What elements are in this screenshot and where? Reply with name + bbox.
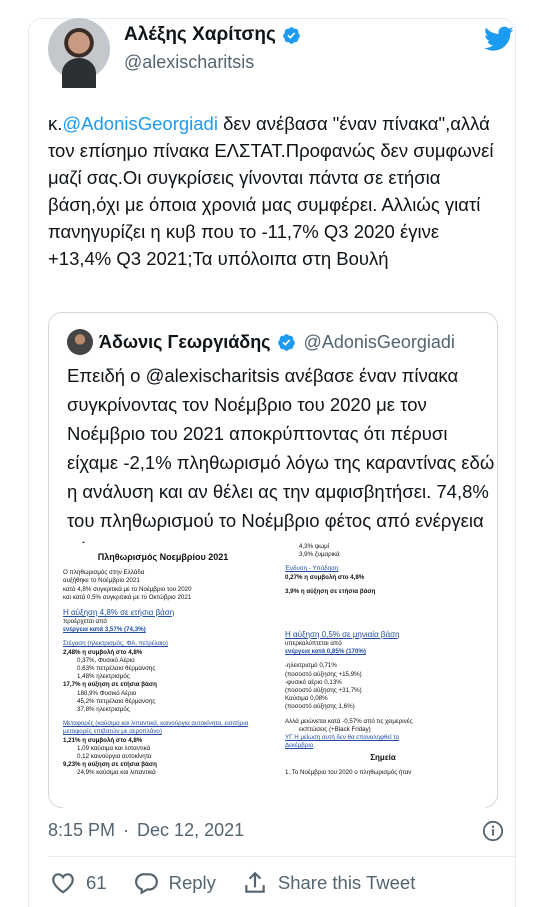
- document-right-column: [285, 543, 481, 777]
- document-title: Πληθωρισμός Νοεμβρίου 2021: [97, 552, 229, 562]
- verified-badge-icon: [277, 333, 296, 352]
- document-right-item-2: -φυσικό αέριο 0,13%: [285, 678, 342, 686]
- quoted-header: [67, 329, 455, 355]
- tweet-date[interactable]: Dec 12, 2021: [137, 820, 245, 840]
- like-button[interactable]: [50, 870, 107, 896]
- document-clothing-title: Ένδυση - Υπόδηση: [285, 565, 339, 573]
- document-transport-item-1: 0,12 καινούργια αυτοκίνητα: [77, 753, 152, 761]
- meta-separator: ·: [123, 820, 130, 840]
- document-clothing-line: 0,27% η συμβολή στο 4,8%: [285, 573, 365, 581]
- document-left-column: [63, 543, 263, 778]
- actions-divider: [48, 856, 516, 857]
- tweet-meta: [48, 820, 244, 841]
- info-icon[interactable]: [482, 820, 504, 842]
- author-name-row[interactable]: [124, 24, 301, 46]
- document-notes-title: Σημεία: [370, 753, 396, 763]
- heart-icon: [50, 870, 76, 896]
- document-energy-annual-item-0: 180,9% Φυσικό Αέριο: [77, 689, 137, 697]
- document-right-item-0: -ηλεκτρισμό 0,71%: [285, 662, 337, 670]
- author-avatar[interactable]: [48, 18, 110, 80]
- document-intro-3: και κατά 0,5% συγκριτικά με το Οκτώβριο 2021: [63, 593, 192, 601]
- document-right-note-2: ΥΓ Η μείωση αυτή δεν θα επαναληφθεί το: [285, 734, 400, 742]
- document-transport-item-0: 1,09 καύσιμα και λιπαντικά: [77, 744, 151, 752]
- document-right-top-0: 4,3% ψωμί: [299, 543, 330, 550]
- tweet-header: [48, 18, 520, 88]
- tweet-text-prefix: κ.: [48, 113, 63, 134]
- share-button[interactable]: [242, 870, 415, 896]
- document-energy-line: 2,48% η συμβολή στο 4,8%: [63, 648, 143, 656]
- verified-badge-icon: [282, 26, 301, 45]
- document-right-top-1: 3,9% ζυμαρικά: [299, 551, 340, 559]
- document-energy-item-0: 0,37%, Φυσικό Αέριο: [77, 656, 135, 664]
- document-transport-annual-item-0: 24,9% καύσιμα και λιπαντικά: [77, 769, 156, 777]
- document-intro-2: κατά 4,8% συγκριτικά με το Νοέμβριο του 2020: [63, 585, 192, 593]
- document-energy-annual: 17,7% η αύξηση σε ετήσια βάση: [63, 681, 157, 689]
- document-energy-title: Στέγαση (ηλεκτρισμός, ΦΑ, πετρέλαιο): [63, 640, 168, 648]
- document-right-sub: υπερκαλύπτεται από: [285, 640, 342, 648]
- document-clothing-annual: 3,9% η αύξηση σε ετήσια βάση: [285, 587, 376, 595]
- twitter-bird-icon[interactable]: [484, 26, 514, 52]
- quoted-tweet[interactable]: [48, 312, 498, 808]
- share-icon: [242, 870, 268, 896]
- quoted-text: Επειδή ο @alexischaritsis ανέβασε έναν πίνακα συγκρίνοντας τον Νοέμβριο του 2020 με τον Νοέμβριο του 2021 αποκρύπτοντας ότι πέρυσι είχαμε -2,1% πληθωρισμό λόγω της καραντίνας εδώ η ανάλυση και αν θέλει ας την αμφισβητήσει. 74,8% του πληθωρισμού το Νοέμβριο φέτος από ενέργεια: [67, 365, 495, 531]
- tweet-actions: [50, 870, 441, 896]
- share-label: Share this Tweet: [277, 872, 416, 893]
- document-intro-0: Ο πληθωρισμός στην Ελλάδα: [63, 569, 145, 577]
- document-left-energy: ενέργεια κατά 3,57% (74,3%): [63, 626, 146, 634]
- mention-link[interactable]: @AdonisGeorgiadi: [62, 113, 218, 134]
- author-name[interactable]: Αλέξης Χαρίτσης: [124, 24, 276, 45]
- document-right-item-4: Καύσιμα 0,08%: [285, 695, 328, 703]
- quoted-author-name: Άδωνις Γεωργιάδης: [99, 331, 271, 352]
- document-transport-title: Μεταφορές (καύσιμα και λιπαντικά, καινούργια αυτοκίνητα, εισιτήρια μεταφορές επιβατών με αεροπλάνο): [63, 720, 249, 736]
- document-intro-1: αυξήθηκε το Νοέμβριο 2021: [63, 577, 140, 585]
- reply-label: Reply: [168, 872, 216, 893]
- document-right-note-1: εκπτώσεις (+Black Friday): [299, 725, 371, 733]
- document-left-heading: Η αύξηση 4,8% σε ετήσια βάση: [63, 608, 175, 618]
- like-count: 61: [86, 872, 107, 893]
- reply-button[interactable]: [133, 870, 216, 896]
- quoted-author-handle: @AdonisGeorgiadi: [303, 331, 455, 352]
- document-energy-annual-item-1: 45,2% πετρέλαιο θέρμανσης: [77, 697, 156, 705]
- document-right-energy: ενέργεια κατά 0,85% (170%): [285, 648, 366, 656]
- document-right-note-0: Αλλά μειώνεται κατά -0,57% από τις χειμερινές: [285, 717, 413, 725]
- document-right-heading: Η αύξηση 0,5% σε μηνιαία βάση: [285, 630, 400, 640]
- document-transport-annual: 9,23% η αύξηση σε ετήσια βάση: [63, 761, 157, 769]
- document-right-item-1: (ποσοστό αύξησης +15,9%): [285, 670, 362, 678]
- document-transport-line: 1,21% η συμβολή στο 4,8%: [63, 736, 143, 744]
- tweet-text-body: δεν ανέβασα "έναν πίνακα",αλλά τον επίσημο πίνακα ΕΛΣΤΑΤ.Προφανώς δεν συμφωνεί μαζί σας.Οι συγκρίσεις γίνονται πάντα σε ετήσια βάση,όχι με όποια χρονιά μας συμφέρει. Αλλιώς γιατί πανηγυρίζει η κυβ που το -11,7% Q3 2020 έγινε +13,4% Q3 2021;Τα υπόλοιπα στη Βουλή: [48, 113, 499, 269]
- document-notes-first: 1. Το Νοέμβριο του 2020 ο πληθωρισμός ήταν: [285, 768, 412, 776]
- tweet-text: [48, 110, 498, 272]
- document-left-sub: προέρχεται από: [63, 618, 107, 626]
- document-right-item-5: (ποσοστό αύξησης 1,6%): [285, 703, 355, 711]
- quoted-avatar: [67, 329, 93, 355]
- author-handle[interactable]: @alexischaritsis: [124, 52, 255, 72]
- document-energy-annual-item-2: 37,8% ηλεκτρισμός: [77, 706, 130, 714]
- document-right-item-3: (ποσοστό αύξησης +31,7%): [285, 687, 362, 695]
- tweet-time[interactable]: 8:15 PM: [48, 820, 116, 840]
- document-right-note-3: Δεκέμβριο: [285, 742, 314, 750]
- document-energy-item-1: 0,63% πετρέλαιο θέρμανσης: [77, 665, 156, 673]
- document-energy-item-2: 1,48% ηλεκτρισμός: [77, 673, 130, 681]
- quoted-image-document[interactable]: [63, 543, 485, 809]
- reply-icon: [133, 870, 159, 896]
